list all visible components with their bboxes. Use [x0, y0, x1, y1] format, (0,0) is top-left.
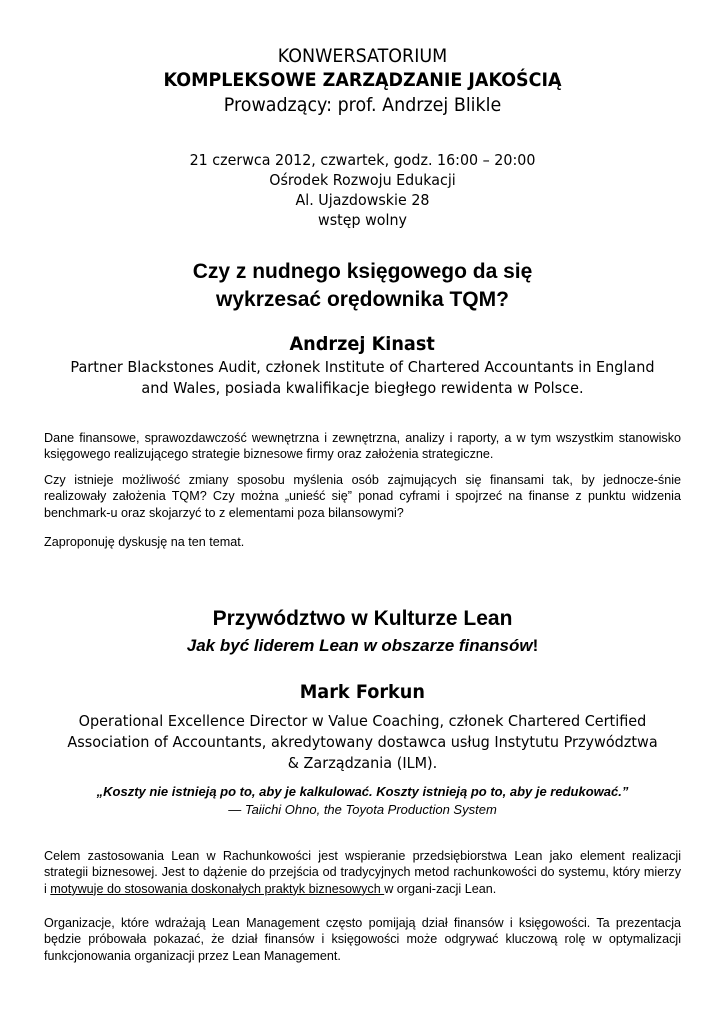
- talk1-speaker: [0, 333, 725, 355]
- event-venue: Ośrodek Rozwoju Edukacji: [269, 171, 456, 189]
- event-address: Al. Ujazdowskie 28: [295, 191, 430, 209]
- talk2-bio-line2: Association of Accountants, akredytowany dostawca usług Instytutu Przywództwa: [67, 733, 658, 751]
- talk1-title-line1: Czy z nudnego księgowego da się: [192, 260, 533, 283]
- talk1-paragraph-2: Czy istnieje możliwość zmiany sposobu myślenia osób zajmujących się finansami tak, by jednocze-śnie realizowały założenia TQM? Czy można „unieść się” ponad cyframi i spojrzeć na finanse z punktu widzenia benchmark-u oraz skojarzyć to z elementami poza bilansowymi?: [44, 473, 681, 520]
- talk2-speaker: [0, 681, 725, 703]
- talk2-quote-author: — Taiichi Ohno, the Toyota Production System: [228, 802, 497, 817]
- talk2-speaker-name: Mark Forkun: [299, 681, 426, 703]
- event-title: KOMPLEKSOWE ZARZĄDZANIE JAKOŚCIĄ: [163, 69, 562, 91]
- talk2-paragraph-2: Organizacje, które wdrażają Lean Management często pomijają dział finansów i księgowości. Ta prezentacja będzie próbowała pokazać, że dział finansów i księgowości może odgrywać kluczową rolę w optymalizacji funkcjonowania organizacji przez Lean Management.: [44, 916, 681, 963]
- talk1-speaker-name: Andrzej Kinast: [289, 333, 436, 355]
- talk1-bio: [0, 357, 725, 399]
- talk2-title: Przywództwo w Kulturze Lean: [212, 607, 513, 630]
- talk2-quote: „Koszty nie istnieją po to, aby je kalkulować. Koszty istnieją po to, aby je redukować.”: [96, 784, 629, 799]
- talk2-subtitle-text: Jak być liderem Lean w obszarze finansów: [186, 636, 533, 655]
- event-meta: [0, 150, 725, 230]
- talk2-subtitle-end: !: [532, 636, 539, 655]
- talk2-bio-line1: Operational Excellence Director w Value Coaching, członek Chartered Certified: [78, 712, 647, 730]
- talk1-bio-line1: Partner Blackstones Audit, członek Institute of Chartered Accountants in England: [70, 358, 655, 376]
- talk1-bio-line2: and Wales, posiada kwalifikacje biegłego rewidenta w Polsce.: [141, 379, 584, 397]
- talk2-bio-line3: & Zarządzania (ILM).: [287, 754, 438, 772]
- talk2-paragraph-1-underlined: motywuje do stosowania doskonałych praktyk biznesowych: [50, 881, 385, 896]
- talk2-bio: [0, 711, 725, 774]
- event-type: KONWERSATORIUM: [277, 45, 448, 67]
- talk2-subtitle: [0, 635, 725, 657]
- talk2-quote-block: [0, 783, 725, 819]
- talk2-paragraph-1-b: w organi-zacji Lean.: [384, 881, 497, 896]
- talk1-paragraph-1: Dane finansowe, sprawozdawczość wewnętrzna i zewnętrzna, analizy i raporty, a w tym wszystkim stanowisko księgowego realizującego strategie biznesowe firmy oraz założenia strategiczne.: [44, 431, 681, 462]
- event-entry: wstęp wolny: [318, 211, 407, 229]
- talk1-paragraph-3: Zaproponuję dyskusję na ten temat.: [44, 535, 245, 549]
- event-host: Prowadzący: prof. Andrzej Blikle: [223, 94, 502, 116]
- talk1-title: [0, 258, 725, 314]
- talk2-paragraph-1: [44, 848, 681, 897]
- talk2-paragraph-1-a: Celem zastosowania Lean w Rachunkowości jest wspieranie przedsiębiorstwa Lean jako element realizacji strategii biznesowej. Jest to dążenie do przejścia od tradycyjnych metod rachunkowości do systemu, który mierzy i: [44, 849, 681, 896]
- header: [0, 44, 725, 118]
- event-date: 21 czerwca 2012, czwartek, godz. 16:00 – 20:00: [189, 151, 536, 169]
- talk1-title-line2: wykrzesać orędownika TQM?: [216, 288, 509, 311]
